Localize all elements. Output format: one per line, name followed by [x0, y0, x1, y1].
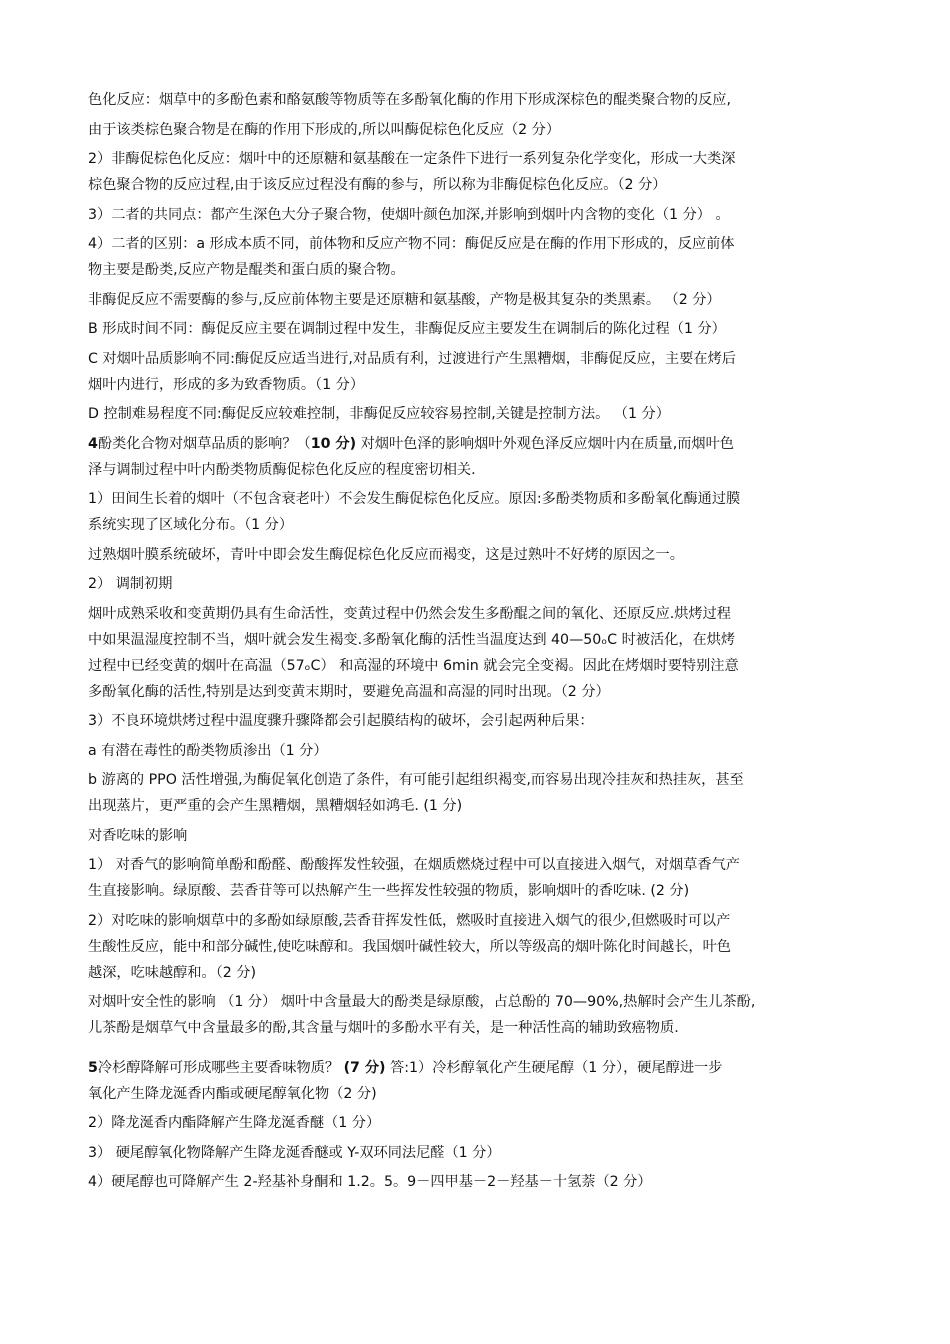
text-line: 多酚氧化酶的活性,特别是达到变黄末期时，要避免高温和高湿的同时出现。（2 分）	[88, 683, 610, 700]
text-line: 3） 硬尾醇氧化物降解产生降龙涎香醚或 Y-双环同法尼醛（1 分）	[88, 1144, 501, 1161]
document-page	[88, 90, 878, 1202]
text-line: 物主要是酚类,反应产物是醌类和蛋白质的聚合物。	[88, 262, 405, 278]
text-line: 1） 对香气的影响简单酚和酚醛、酚酸挥发性较强，在烟质燃烧过程中可以直接进入烟气，对烟草香气产	[88, 857, 740, 873]
text-line: 4）二者的区别：a 形成本质不同，前体物和反应产物不同：酶促反应是在酶的作用下形成的，反应前体	[88, 236, 735, 252]
text-line: 过程中已经变黄的烟叶在高温（57ₒC） 和高湿的环境中 6min 就会完全变褐。因此在烤烟时要特别注意	[88, 657, 739, 674]
text-line: 2）非酶促棕色化反应：烟叶中的还原糖和氨基酸在一定条件下进行一系列复杂化学变化，形成一大类深	[88, 151, 736, 167]
text-line: 氧化产生降龙涎香内酯或硬尾醇氧化物（2 分)	[88, 1085, 377, 1102]
text-line: 2） 调制初期	[88, 576, 173, 592]
question-score: 10 分)	[310, 435, 357, 452]
text-line: 越深，吃味越醇和。（2 分)	[88, 964, 257, 981]
question-answer-start: 对烟叶色泽的影响烟叶外观色泽反应烟叶内在质量,而烟叶色	[356, 435, 734, 452]
text-line: 过熟烟叶膜系统破坏，青叶中即会发生酶促棕色化反应而褐变，这是过熟叶不好烤的原因之一。	[88, 546, 684, 563]
text-line: 棕色聚合物的反应过程,由于该反应过程没有酶的参与，所以称为非酶促棕色化反应。（2 分）	[88, 177, 667, 193]
text-line: 生直接影响。绿原酸、芸香苷等可以热解产生一些挥发性较强的物质，影响烟叶的香吃味. (2 分)	[88, 883, 690, 899]
text-line: 3）不良环境烘烤过程中温度骤升骤降都会引起膜结构的破坏，会引起两种后果：	[88, 713, 594, 729]
text-line: 系统实现了区域化分布。（1 分）	[88, 517, 294, 533]
text-line: C 对烟叶品质影响不同:酶促反应适当进行,对品质有利，过渡进行产生黑糟烟，非酶促反应，主要在烤后	[88, 350, 736, 367]
text-line: 儿茶酚是烟草气中含量最多的酚,其含量与烟叶的多酚水平有关，是一种活性高的辅助致癌物质.	[88, 1020, 679, 1036]
text-line: 烟叶成熟采收和变黄期仍具有生命活性，变黄过程中仍然会发生多酚醌之间的氧化、还原反应.烘烤过程	[88, 605, 731, 622]
text-line: 3）二者的共同点：都产生深色大分子聚合物，使烟叶颜色加深,并影响到烟叶内含物的变化（1 分） 。	[88, 206, 730, 223]
question-answer-start: 答:1）冷杉醇氧化产生硬尾醇（1 分），硬尾醇进一步	[385, 1059, 723, 1076]
text-line: b 游离的 PPO 活性增强,为酶促氧化创造了条件，有可能引起组织褐变,而容易出现冷挂灰和热挂灰，甚至	[88, 772, 744, 788]
text-line: 泽与调制过程中叶内酚类物质酶促棕色化反应的程度密切相关.	[88, 461, 476, 478]
section-gap	[88, 1048, 878, 1058]
text-line: B 形成时间不同：酶促反应主要在调制过程中发生，非酶促反应主要发生在调制后的陈化过程（1 分）	[88, 321, 726, 337]
text-line: 生酸性反应，能中和部分碱性,使吃味醇和。我国烟叶碱性较大，所以等级高的烟叶陈化时间越长，叶色	[88, 938, 731, 955]
text-line: 2）降龙涎香内酯降解产生降龙涎香醚（1 分）	[88, 1115, 381, 1131]
text-line: 对香吃味的影响	[88, 827, 188, 844]
text-line: 出现蒸片，更严重的会产生黑糟烟，黑糟烟轻如鸿毛. (1 分)	[88, 798, 463, 814]
question-title: 酚类化合物对烟草品质的影响？（	[97, 435, 311, 452]
text-line: 2）对吃味的影响烟草中的多酚如绿原酸,芸香苷挥发性低，燃吸时直接进入烟气的很少,但燃吸时可以产	[88, 912, 731, 929]
question-title: 冷杉醇降解可形成哪些主要香味物质？	[97, 1059, 344, 1076]
text-line: 烟叶内进行，形成的多为致香物质。（1 分）	[88, 376, 365, 393]
text-line: 色化反应：烟草中的多酚色素和酪氨酸等物质等在多酚氧化酶的作用下形成深棕色的醌类聚合物的反应,	[88, 92, 731, 108]
question-score: (7 分)	[343, 1059, 386, 1076]
question-number: 5	[88, 1059, 98, 1076]
text-line: 由于该类棕色聚合物是在酶的作用下形成的,所以叫酶促棕色化反应（2 分）	[88, 121, 561, 138]
text-line: 非酶促反应不需要酶的参与,反应前体物主要是还原糖和氨基酸，产物是极其复杂的类黑素。 （2 分）	[88, 291, 721, 308]
question-5-heading	[88, 1058, 878, 1078]
text-line: 4）硬尾醇也可降解产生 2-羟基补身酮和 1.2。5。9－四甲基－2－羟基－十氢萘（2 分）	[88, 1174, 652, 1190]
question-number: 4	[88, 435, 98, 452]
text-line: a 有潜在毒性的酚类物质渗出（1 分）	[88, 742, 328, 759]
text-line: 中如果温湿度控制不当，烟叶就会发生褐变.多酚氧化酶的活性当温度达到 40—50ₒC 时被活化，在烘烤	[88, 631, 736, 648]
text-line: D 控制难易程度不同:酶促反应较难控制，非酶促反应较容易控制,关键是控制方法。 （1 分）	[88, 406, 670, 422]
text-line: 对烟叶安全性的影响 （1 分） 烟叶中含量最大的酚类是绿原酸，占总酚的 70—90%,热解时会产生儿茶酚,	[88, 994, 756, 1010]
question-4-heading	[88, 434, 878, 454]
text-line: 1）田间生长着的烟叶（不包含衰老叶）不会发生酶促棕色化反应。原因:多酚类物质和多酚氧化酶通过膜	[88, 491, 741, 507]
